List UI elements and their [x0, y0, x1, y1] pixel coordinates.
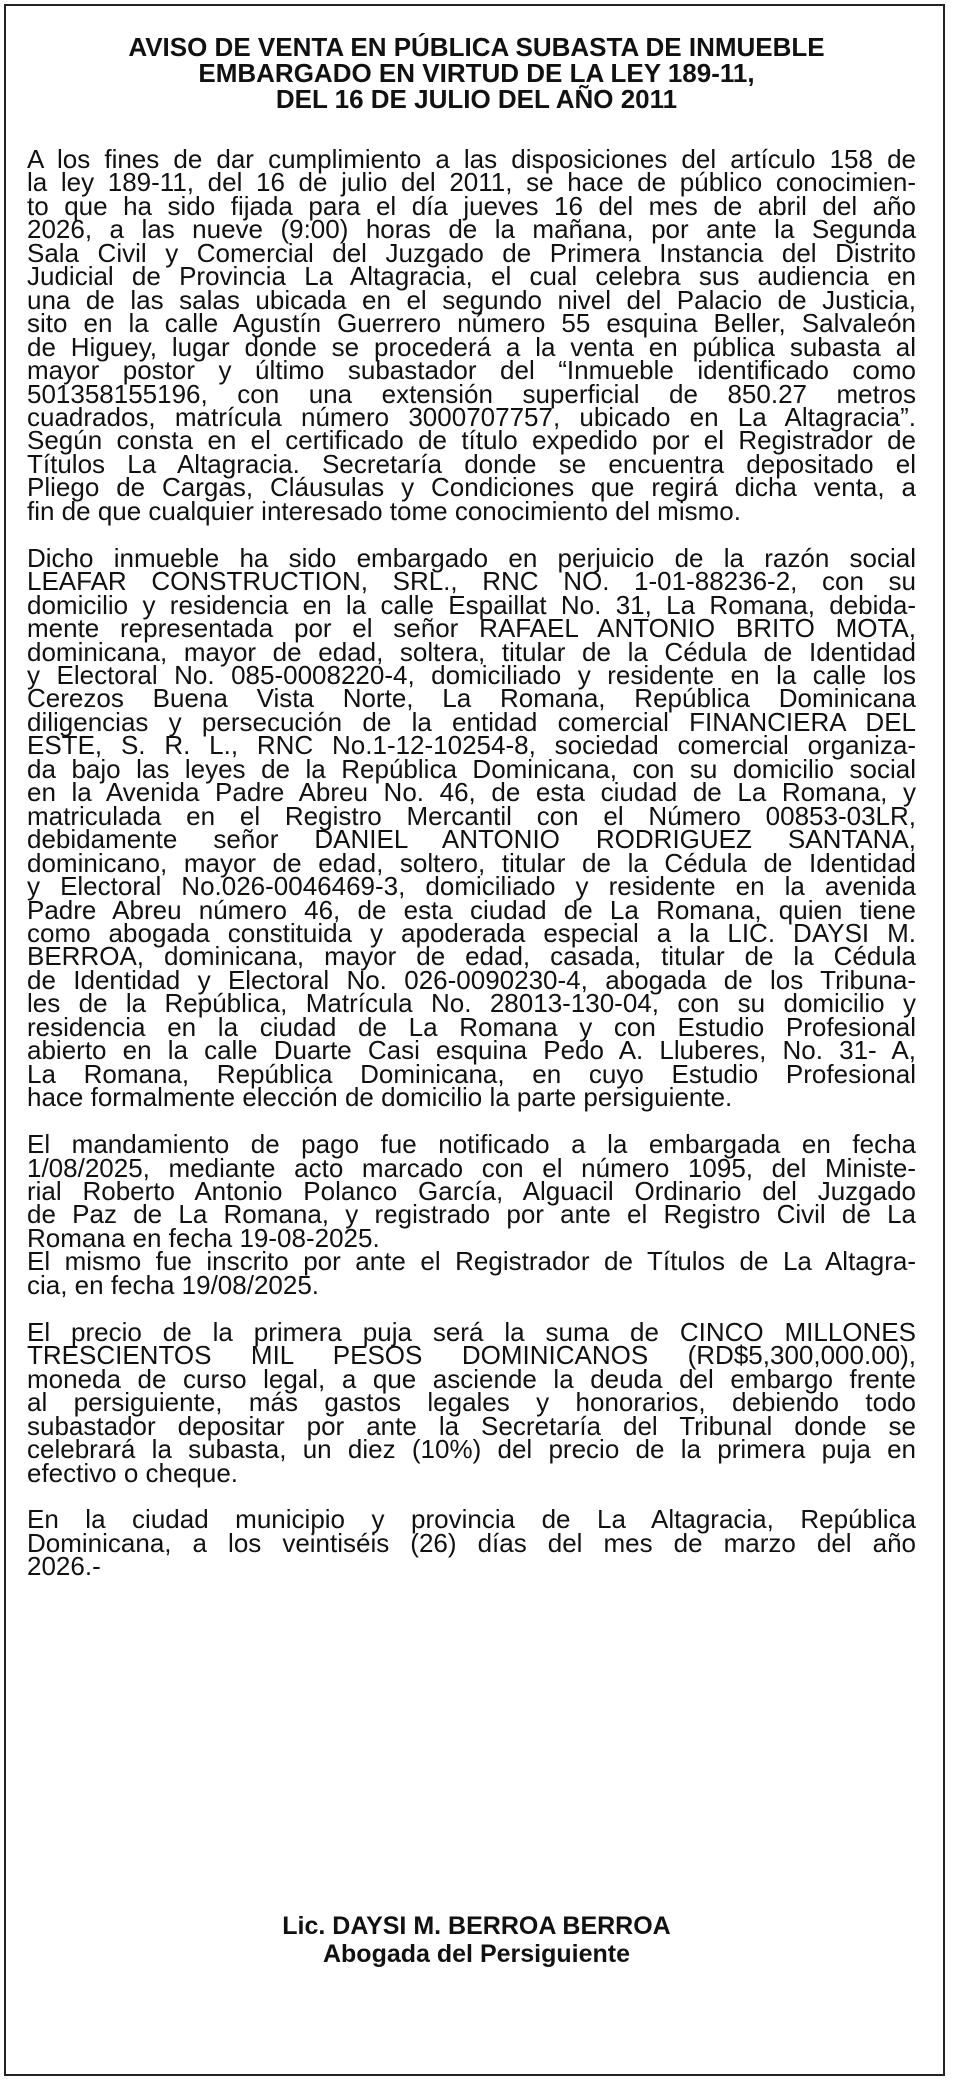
text-line: El precio de la primera puja será la suma de CINCO MILLONES	[27, 1316, 916, 1347]
signature-role: Abogada del Persiguiente	[322, 1940, 630, 1968]
text-line: El mandamiento de pago fue notificado a la embargada en fecha	[27, 1129, 916, 1160]
text-line: En la ciudad municipio y provincia de La Altagracia, República	[27, 1504, 916, 1535]
text-line: moneda de curso legal, a que asciende la deuda del embargo frente	[27, 1363, 916, 1394]
text-line: Padre Abreu número 46, de esta ciudad de La Romana, quien tiene	[27, 894, 916, 925]
text-line: al persiguiente, más gastos legales y honorarios, debiendo todo	[27, 1387, 916, 1418]
text-line: Según consta en el certificado de título expedido por el Registrador de	[27, 425, 916, 456]
text-line: en la Avenida Padre Abreu No. 46, de esta ciudad de La Romana, y	[27, 777, 916, 808]
text-line: dominicana, mayor de edad, soltera, titular de la Cédula de Identidad	[27, 636, 916, 667]
paragraph	[27, 144, 916, 526]
text-line: Romana en fecha 19-08-2025.	[27, 1222, 380, 1253]
text-line: Pliego de Cargas, Cláusulas y Condiciones que regirá dicha venta, a	[27, 472, 916, 503]
text-line: 501358155196, con una extensión superficial de 850.27 metros	[27, 378, 916, 409]
text-line: sito en la calle Agustín Guerrero número 55 esquina Beller, Salvaleón	[27, 308, 916, 339]
text-line: celebrará la subasta, un diez (10%) del precio de la primera puja en	[27, 1434, 916, 1465]
text-line: abierto en la calle Duarte Casi esquina Pedo A. Lluberes, No. 31- A,	[27, 1035, 916, 1066]
signature-block	[0, 1912, 953, 1968]
text-line: A los fines de dar cumplimiento a las disposiciones del artículo 158 de	[27, 144, 916, 174]
text-line: LEAFAR CONSTRUCTION, SRL., RNC NO. 1-01-88236-2, con su	[27, 566, 916, 597]
text-line: una de las salas ubicada en el segundo nivel del Palacio de Justicia,	[27, 284, 916, 315]
text-line: La Romana, República Dominicana, en cuyo Estudio Profesional	[27, 1058, 916, 1089]
text-line: de Paz de La Romana, y registrado por ante el Registro Civil de La	[27, 1199, 916, 1230]
text-line: Judicial de Provincia La Altagracia, el cual celebra sus audiencia en	[27, 261, 916, 292]
text-line: mayor postor y último subastador del “Inmueble identificado como	[27, 355, 916, 386]
text-line: ESTE, S. R. L., RNC No.1-12-10254-8, sociedad comercial organiza-	[27, 730, 916, 761]
title-line: EMBARGADO EN VIRTUD DE LA LEY 189-11,	[198, 58, 755, 88]
text-line: Dominicana, a los veintiséis (26) días del mes de marzo del año	[27, 1527, 916, 1558]
text-line: y Electoral No.026-0046469-3, domiciliado y residente en la avenida	[27, 871, 916, 902]
text-line: cuadrados, matrícula número 3000707757, ubicado en La Altagracia”.	[27, 401, 916, 432]
text-line: y Electoral No. 085-0008220-4, domiciliado y residente en la calle los	[27, 660, 916, 691]
title-line: DEL 16 DE JULIO DEL AÑO 2011	[275, 84, 678, 114]
text-line: Cerezos Buena Vista Norte, La Romana, República Dominicana	[27, 683, 916, 714]
text-line: les de la República, Matrícula No. 28013-130-04, con su domicilio y	[27, 988, 916, 1019]
text-line: dominicano, mayor de edad, soltero, titular de la Cédula de Identidad	[27, 847, 916, 878]
title-line: AVISO DE VENTA EN PÚBLICA SUBASTA DE INMUEBLE	[128, 32, 825, 62]
text-line: residencia en la ciudad de La Romana y con Estudio Profesional	[27, 1011, 916, 1042]
text-line: de Identidad y Electoral No. 026-0090230-4, abogada de los Tribuna-	[27, 964, 916, 995]
text-line: mente representada por el señor RAFAEL ANTONIO BRITO MOTA,	[27, 613, 916, 644]
text-line: efectivo o cheque.	[27, 1457, 239, 1488]
text-line: Títulos La Altagracia. Secretaría donde se encuentra depositado el	[27, 448, 916, 479]
paragraph	[27, 1316, 916, 1488]
paragraph	[27, 542, 916, 1113]
text-line: TRESCIENTOS MIL PESOS DOMINICANOS (RD$5,300,000.00),	[27, 1340, 916, 1371]
text-line: como abogada constituida y apoderada especial a la LIC. DAYSI M.	[27, 918, 916, 948]
text-line: 2026.-	[27, 1551, 101, 1582]
text-line: BERROA, dominicana, mayor de edad, casada, titular de la Cédula	[27, 941, 916, 972]
notice-title	[0, 34, 953, 112]
text-line: Dicho inmueble ha sido embargado en perjuicio de la razón social	[27, 542, 916, 573]
text-line: fin de que cualquier interesado tome conocimiento del mismo.	[27, 495, 741, 526]
text-line: hace formalmente elección de domicilio la parte persiguiente.	[27, 1082, 733, 1113]
text-line: la ley 189-11, del 16 de julio del 2011, se hace de público conocimien-	[27, 167, 916, 198]
text-line: 2026, a las nueve (9:00) horas de la mañana, por ante la Segunda	[27, 214, 916, 245]
text-line: diligencias y persecución de la entidad comercial FINANCIERA DEL	[27, 706, 916, 737]
notice-body	[27, 144, 916, 1602]
signature-name: Lic. DAYSI M. BERROA BERROA	[282, 1912, 671, 1940]
text-line: matriculada en el Registro Mercantil con el Número 00853-03LR,	[27, 800, 916, 831]
text-line: 1/08/2025, mediante acto marcado con el número 1095, del Ministe-	[27, 1152, 916, 1183]
text-line: El mismo fue inscrito por ante el Registrador de Títulos de La Altagra-	[27, 1246, 916, 1277]
text-line: to que ha sido fijada para el día jueves 16 del mes de abril del año	[27, 190, 916, 221]
text-line: Sala Civil y Comercial del Juzgado de Primera Instancia del Distrito	[27, 237, 916, 268]
text-line: domicilio y residencia en la calle Espaillat No. 31, La Romana, debida-	[27, 589, 916, 620]
text-line: rial Roberto Antonio Polanco García, Alguacil Ordinario del Juzgado	[27, 1176, 916, 1207]
text-line: debidamente señor DANIEL ANTONIO RODRIGUEZ SANTANA,	[27, 824, 916, 855]
text-line: da bajo las leyes de la República Dominicana, con su domicilio social	[27, 753, 916, 784]
text-line: cia, en fecha 19/08/2025.	[27, 1269, 320, 1300]
paragraph	[27, 1129, 916, 1300]
paragraph	[27, 1504, 916, 1582]
text-line: subastador depositar por ante la Secretaría del Tribunal donde se	[27, 1410, 916, 1441]
text-line: de Higuey, lugar donde se procederá a la venta en pública subasta al	[27, 331, 916, 362]
